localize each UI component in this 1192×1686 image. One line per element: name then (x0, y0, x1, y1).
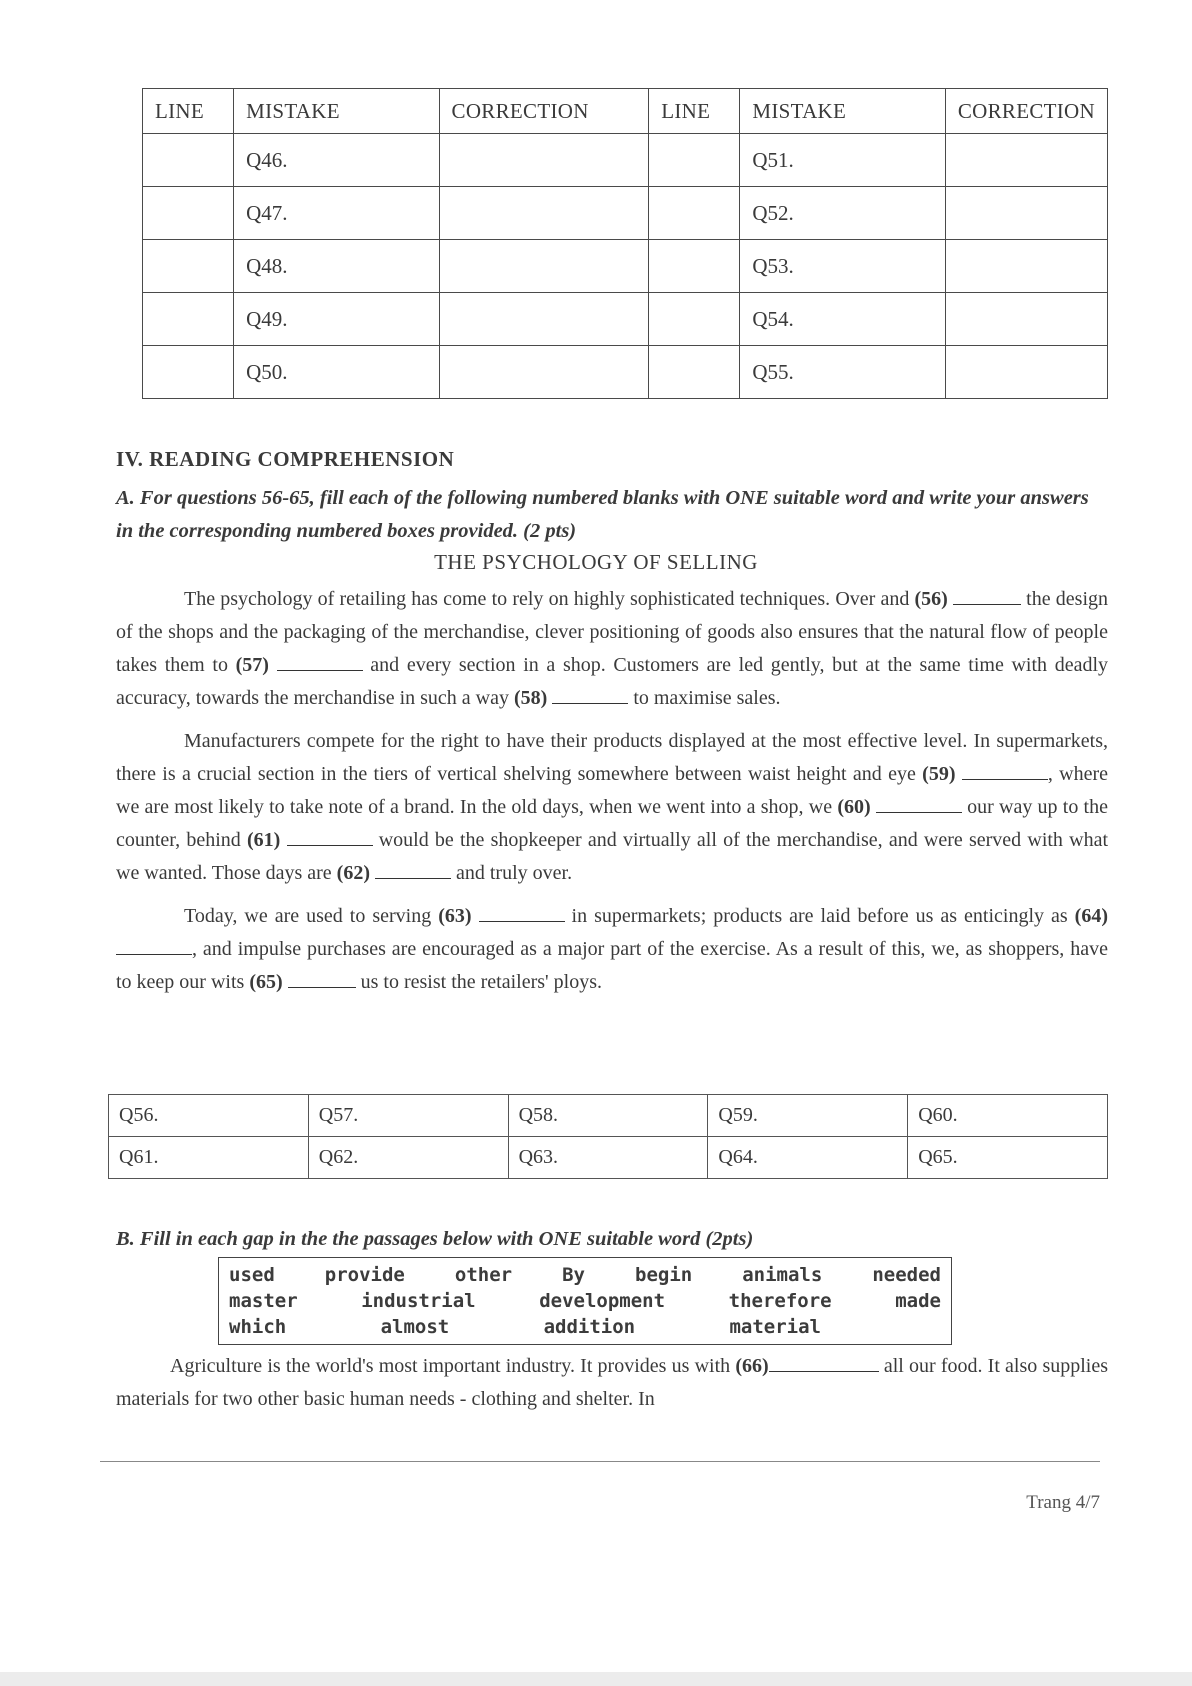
gap-63[interactable] (479, 903, 565, 922)
gap-58[interactable] (552, 685, 628, 704)
question-number: (56) (914, 588, 948, 610)
mistake-cell: Q51. (740, 134, 945, 187)
question-number: (65) (249, 971, 283, 993)
answer-box-64[interactable]: Q64. (708, 1137, 908, 1179)
word-bank-row (229, 1288, 941, 1314)
gap-59[interactable] (962, 761, 1048, 780)
header-correction: CORRECTION (945, 89, 1107, 134)
line-cell[interactable] (649, 187, 740, 240)
passage-text: Today, we are used to serving (184, 905, 439, 927)
header-mistake: MISTAKE (234, 89, 439, 134)
passage-text: the design of the shops and the packaging of the merchandise, clever positioning of goods also ensures that the natural flow of people takes them to (116, 588, 1109, 676)
mistake-cell: Q52. (740, 187, 945, 240)
line-cell[interactable] (143, 134, 234, 187)
question-number: (57) (235, 654, 269, 676)
answer-row (109, 1095, 1108, 1137)
header-correction: CORRECTION (439, 89, 649, 134)
table-row (143, 134, 1108, 187)
answer-box-63[interactable]: Q63. (508, 1137, 708, 1179)
mistake-cell: Q48. (234, 240, 439, 293)
passage-text: all our food. It also supplies materials for two other basic human needs - clothing and shelter. In (116, 1355, 1109, 1410)
answer-box-60[interactable]: Q60. (908, 1095, 1108, 1137)
instruction-a: A. For questions 56-65, fill each of the following numbered blanks with ONE suitable word and write your answers in the corresponding numbered boxes provided. (2 pts) (116, 487, 1089, 542)
gap-62[interactable] (375, 860, 451, 879)
word-bank-item: used (229, 1264, 275, 1286)
mistake-cell: Q46. (234, 134, 439, 187)
passage-text: Agriculture is the world's most important industry. It provides us with (170, 1355, 736, 1377)
mistake-cell: Q49. (234, 293, 439, 346)
passage-text: The psychology of retailing has come to rely on highly sophisticated techniques. Over and (184, 588, 915, 610)
word-bank-item: master (229, 1290, 298, 1312)
table-row (143, 187, 1108, 240)
header-mistake: MISTAKE (740, 89, 945, 134)
table-row (143, 346, 1108, 399)
gap-65[interactable] (288, 969, 356, 988)
word-bank-item: made (895, 1290, 941, 1312)
passage-text: Manufacturers compete for the right to have their products displayed at the most effective level. In supermarkets, there is a crucial section in the tiers of vertical shelving somewhere between waist height and eye (116, 730, 1108, 785)
passage-text: would be the shopkeeper and virtually all of the merchandise, and were served with what we wanted. Those days are (116, 829, 1108, 884)
word-bank-row (229, 1262, 941, 1288)
word-bank-item: needed (872, 1264, 941, 1286)
correction-cell[interactable] (439, 240, 649, 293)
word-bank-item: By (562, 1264, 585, 1286)
scan-edge (0, 1672, 1192, 1686)
correction-cell[interactable] (439, 187, 649, 240)
line-cell[interactable] (649, 134, 740, 187)
gap-64[interactable] (116, 936, 192, 955)
passage-text: our way up to the counter, behind (116, 796, 1108, 851)
word-bank-item: which (229, 1316, 287, 1338)
answer-box-56[interactable]: Q56. (109, 1095, 309, 1137)
question-number: (63) (438, 905, 472, 927)
mistake-cell: Q47. (234, 187, 439, 240)
page-number: Trang 4/7 (1026, 1492, 1100, 1513)
paragraph-1 (116, 583, 1108, 715)
correction-cell[interactable] (439, 346, 649, 399)
word-bank-item: addition (543, 1316, 636, 1338)
passage-text: and every section in a shop. Customers are led gently, but at the same time with deadly accuracy, towards the merchandise in such a way (116, 654, 1109, 709)
correction-cell[interactable] (945, 240, 1107, 293)
gap-61[interactable] (287, 827, 373, 846)
header-line: LINE (649, 89, 740, 134)
passage-text: and truly over. (451, 862, 573, 884)
question-number: (58) (513, 687, 548, 709)
paragraph-b1 (116, 1350, 1108, 1416)
word-bank-item: provide (324, 1264, 405, 1286)
table-row (143, 240, 1108, 293)
passage-title: THE PSYCHOLOGY OF SELLING (434, 550, 758, 574)
question-number: (59) (922, 763, 956, 785)
passage-text: , where we are most likely to take note of a brand. In the old days, when we went into a shop, we (116, 763, 1108, 818)
question-number: (62) (336, 862, 370, 884)
answer-boxes-table (108, 1094, 1108, 1179)
header-line: LINE (143, 89, 234, 134)
word-bank-row (229, 1314, 941, 1340)
passage-text: in supermarkets; products are laid before us as enticingly as (564, 905, 1075, 927)
paragraph-2 (116, 725, 1108, 890)
correction-cell[interactable] (439, 134, 649, 187)
question-number: (61) (247, 829, 281, 851)
gap-60[interactable] (876, 794, 962, 813)
line-cell[interactable] (649, 346, 740, 399)
word-bank-item: begin (635, 1264, 693, 1286)
gap-57[interactable] (277, 652, 363, 671)
word-bank (218, 1257, 952, 1345)
mistake-cell: Q53. (740, 240, 945, 293)
correction-cell[interactable] (439, 293, 649, 346)
gap-56[interactable] (953, 586, 1021, 605)
line-cell[interactable] (143, 187, 234, 240)
answer-row (109, 1137, 1108, 1179)
passage-text: to maximise sales. (628, 687, 781, 709)
word-bank-item: animals (742, 1264, 823, 1286)
correction-cell[interactable] (945, 293, 1107, 346)
footer-divider (100, 1461, 1100, 1462)
word-bank-item: almost (380, 1316, 450, 1338)
line-cell[interactable] (143, 240, 234, 293)
question-number: (64) (1074, 905, 1108, 927)
mistake-cell: Q55. (740, 346, 945, 399)
mistake-cell: Q54. (740, 293, 945, 346)
line-cell[interactable] (143, 346, 234, 399)
passage-text: , and impulse purchases are encouraged as a major part of the exercise. As a result of this, we, as shoppers, have to keep our wits (116, 938, 1108, 993)
paragraph-3 (116, 900, 1108, 999)
error-correction-table (142, 88, 1108, 399)
table-row (143, 293, 1108, 346)
question-number: (66) (735, 1355, 769, 1377)
gap-66[interactable] (769, 1353, 879, 1372)
answer-box-58[interactable]: Q58. (508, 1095, 708, 1137)
word-bank-item: other (454, 1264, 513, 1286)
answer-box-61[interactable]: Q61. (109, 1137, 309, 1179)
correction-cell[interactable] (945, 134, 1107, 187)
passage-text: us to resist the retailers' ploys. (355, 971, 602, 993)
word-bank-item: therefore (728, 1290, 832, 1312)
word-bank-item: development (539, 1290, 666, 1312)
line-cell[interactable] (649, 240, 740, 293)
section-heading: IV. READING COMPREHENSION (116, 447, 455, 471)
mistake-cell: Q50. (234, 346, 439, 399)
answer-box-59[interactable]: Q59. (708, 1095, 908, 1137)
instruction-b: B. Fill in each gap in the the passages below with ONE suitable word (2pts) (116, 1228, 754, 1250)
line-cell[interactable] (143, 293, 234, 346)
line-cell[interactable] (649, 293, 740, 346)
question-number: (60) (837, 796, 871, 818)
answer-box-62[interactable]: Q62. (308, 1137, 508, 1179)
correction-cell[interactable] (945, 187, 1107, 240)
correction-cell[interactable] (945, 346, 1107, 399)
word-bank-item: material (729, 1316, 821, 1338)
answer-box-65[interactable]: Q65. (908, 1137, 1108, 1179)
reading-passage (116, 583, 1108, 1009)
passage-b (116, 1350, 1108, 1416)
table-header-row (143, 89, 1108, 134)
word-bank-item: industrial (361, 1290, 476, 1312)
answer-box-57[interactable]: Q57. (308, 1095, 508, 1137)
